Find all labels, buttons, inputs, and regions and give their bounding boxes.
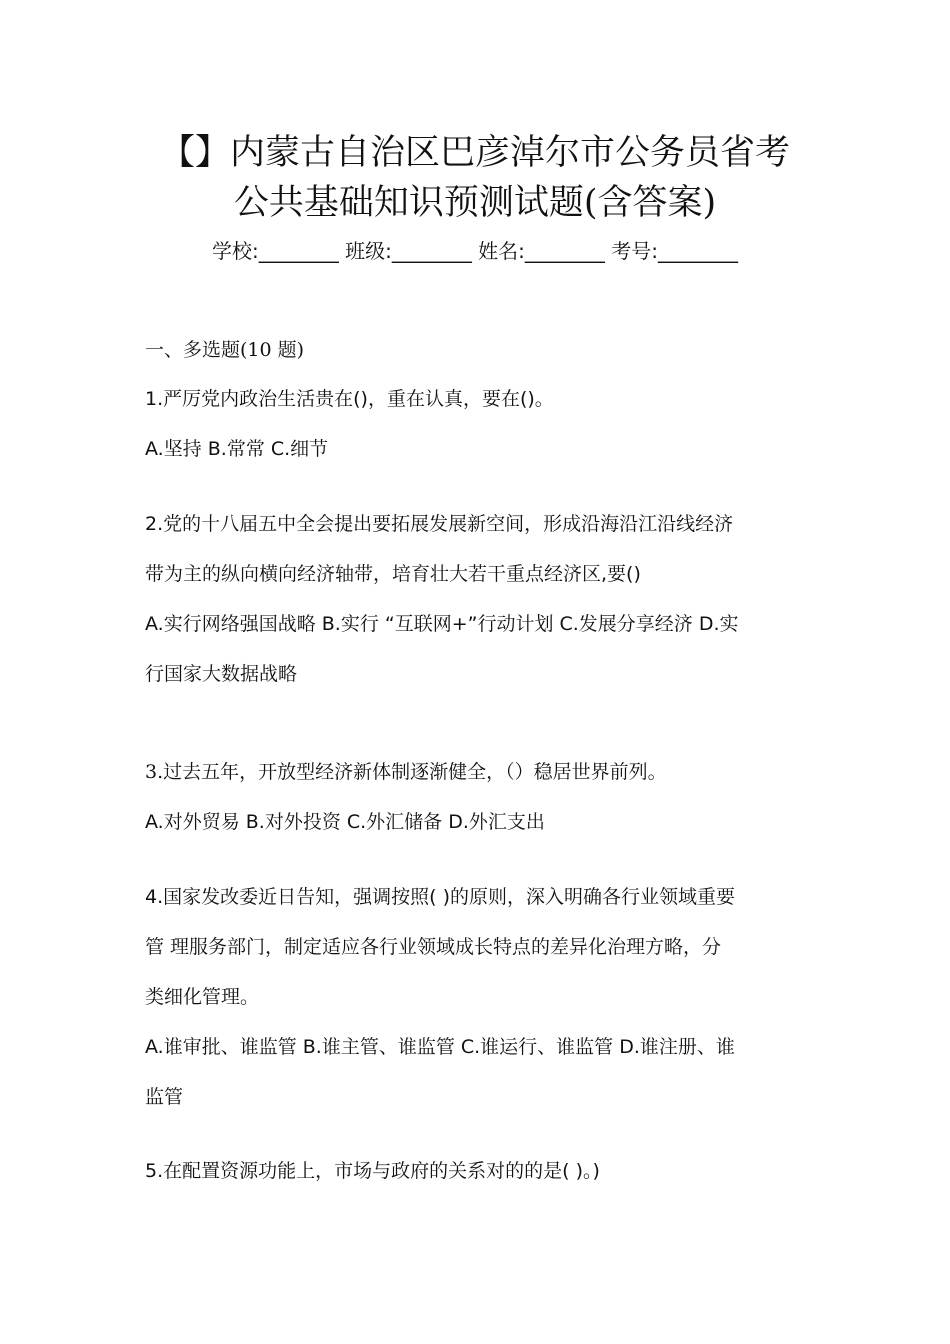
title-line-1: 【】内蒙古自治区巴彦淖尔市公务员省考 (159, 133, 790, 173)
question-text-line: 4.国家发改委近日告知，强调按照( )的原则，深入明确各行业领域重要 (145, 886, 735, 908)
question-text-line: 3.过去五年，开放型经济新体制逐渐健全，（）稳居世界前列。 (145, 761, 667, 783)
document-title (95, 128, 855, 228)
question-text-line: 类细化管理。 (145, 986, 260, 1008)
question-text-line: 带为主的纵向横向经济轴带，培育壮大若干重点经济区,要() (145, 563, 641, 585)
question-text-line: 2.党的十八届五中全会提出要拓展发展新空间，形成沿海沿江沿线经济 (145, 513, 734, 535)
question-1 (145, 374, 810, 474)
question-options-line: A.实行网络强国战略 B.实行 “互联网+”行动计划 C.发展分享经济 D.实 (145, 613, 739, 635)
question-3 (145, 747, 810, 847)
question-text-line: 5.在配置资源功能上，市场与政府的关系对的的是( )。) (145, 1160, 600, 1182)
question-options-line: A.谁审批、谁监管 B.谁主管、谁监管 C.谁运行、谁监管 D.谁注册、谁 (145, 1036, 735, 1058)
student-info-line: 学校:________ 班级:________ 姓名:________ 考号:________ (211, 239, 739, 263)
question-options-line: 监管 (145, 1086, 184, 1108)
title-line-2: 公共基础知识预测试题(含答案) (233, 183, 717, 223)
question-options-line: A.对外贸易 B.对外投资 C.外汇储备 D.外汇支出 (145, 811, 545, 833)
question-text-line: 管 理服务部门，制定适应各行业领域成长特点的差异化治理方略，分 (145, 936, 722, 958)
question-4 (145, 872, 810, 1122)
question-text-line: 1.严厉党内政治生活贵在()，重在认真，要在()。 (145, 388, 554, 410)
question-options-line: 行国家大数据战略 (145, 663, 298, 685)
question-2 (145, 499, 810, 699)
question-5 (145, 1146, 810, 1196)
section-heading: 一、多选题(10 题) (145, 339, 305, 361)
question-options-line: A.坚持 B.常常 C.细节 (145, 438, 329, 460)
